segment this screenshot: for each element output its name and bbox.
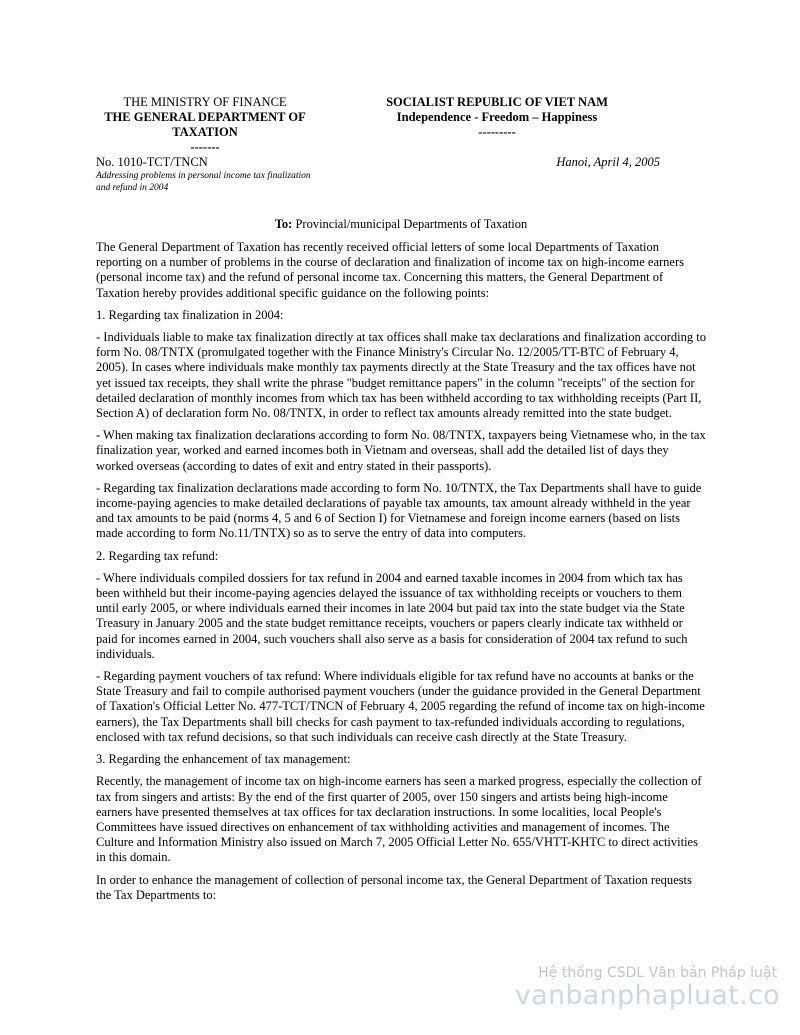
recipient-label: To: <box>274 217 293 231</box>
paragraph-heading-3: 3. Regarding the enhancement of tax management: <box>96 752 351 767</box>
department-name: THE GENERAL DEPARTMENT OF TAXATION <box>104 110 306 139</box>
watermark-caption: Hệ thống CSDL Văn bản Pháp luật <box>538 965 777 981</box>
watermark-site: vanbanphapluat.co <box>514 980 780 1011</box>
paragraph: - Regarding payment vouchers of tax refund: Where individuals eligible for tax refund have no accounts at banks or the State Treasury and fail to compile authorised payment vouchers (under the guidance provided in the General Department of Taxation's Official Letter No. 477-TCT/TNCN of February 4, 2005 regarding the refund of income tax on high-income earners), the Tax Departments shall bill checks for cash payment to tax-refunded individuals according to regulations, enclosed with tax refund decisions, so that such individuals can receive cash directly at the State Treasury. <box>96 669 705 744</box>
paragraph-intro: The General Department of Taxation has recently received official letters of some local Departments of Taxation reporting on a number of problems in the course of declaration and finalization of income tax on high-income earners (personal income tax) and the refund of personal income tax. Concerning this matters, the General Department of Taxation hereby provides additional specific guidance on the following points: <box>96 240 684 300</box>
paragraph-heading-2: 2. Regarding tax refund: <box>96 548 219 563</box>
document-subject: Addressing problems in personal income tax finalization and refund in 2004 <box>96 171 311 193</box>
place-and-date: Hanoi, April 4, 2005 <box>556 155 660 169</box>
paragraph: Recently, the management of income tax on high-income earners has seen a marked progress, especially the collection of tax from singers and artists: By the end of the first quarter of 2005, over 150 singers and artists being high-income earners have presented themselves at tax offices for tax declaration instructions. In some localities, local People's Committees have issued directives on enhancement of tax withholding activities and management of incomes. The Culture and Information Ministry also issued on March 7, 2005 Official Letter No. 655/VHTT-KHTC to direct activities in this domain. <box>96 774 702 865</box>
national-motto: Independence - Freedom – Happiness <box>396 110 598 124</box>
document-number: No. 1010-TCT/TNCN <box>96 155 208 169</box>
recipient-line <box>96 217 706 232</box>
paragraph: - Where individuals compiled dossiers for tax refund in 2004 and earned taxable incomes in 2004 from which tax has been withheld but their income-paying agencies delayed the issuance of tax withholding receipts or vouchers to them until early 2005, or where individuals earned their incomes in late 2004 but paid tax into the state budget via the State Treasury in January 2005 and the state budget remittance receipts, vouchers or papers clearly indicate tax withheld or paid for incomes earned in 2004, such vouchers shall also serve as a basis for consideration of 2004 tax refund to such individuals. <box>96 570 688 661</box>
country-name: SOCIALIST REPUBLIC OF VIET NAM <box>386 95 608 109</box>
issuer-header <box>96 95 314 155</box>
ministry-name: THE MINISTRY OF FINANCE <box>123 95 287 109</box>
paragraph: - Regarding tax finalization declarations made according to form No. 10/TNTX, the Tax Departments shall have to guide income-paying agencies to make detailed declarations of payable tax amounts, tax amount already withheld in the year and tax amounts to be paid (norms 4, 5 and 6 of Section I) for Vietnamese and foreign income earners (based on lists made according to form No.11/TNTX) so as to serve the entry of data into computers. <box>96 480 702 541</box>
paragraph: In order to enhance the management of collection of personal income tax, the General Department of Taxation requests the Tax Departments to: <box>96 872 692 902</box>
paragraph-heading-1: 1. Regarding tax finalization in 2004: <box>96 307 284 322</box>
paragraph: - Individuals liable to make tax finalization directly at tax offices shall make tax declarations and finalization according to form No. 08/TNTX (promulgated together with the Finance Ministry's Circular No. 12/2005/TT-BTC of February 4, 2005). In cases where individuals make monthly tax payments directly at the State Treasury and the tax offices have not yet issued tax receipts, they shall write the phrase "budget remittance papers" in the column "receipts" of the section for detailed declaration of monthly incomes from which tax has been withheld according to tax withholding receipts (Part II, Section A) of declaration form No. 08/TNTX, in order to reflect tax amounts already remitted into the state budget. <box>96 330 706 421</box>
national-separator: --------- <box>478 125 516 139</box>
paragraph: - When making tax finalization declarations according to form No. 08/TNTX, taxpayers being Vietnamese who, in the tax finalization year, worked and earned incomes both in Vietnam and overseas, shall add the detailed list of days they worked overseas (according to dates of exit and entry stated in their passports). <box>96 428 706 473</box>
document-body <box>96 240 706 910</box>
issuer-separator: ------- <box>190 140 220 154</box>
national-header <box>378 95 616 140</box>
recipient-text: Provincial/municipal Departments of Taxation <box>292 217 528 231</box>
